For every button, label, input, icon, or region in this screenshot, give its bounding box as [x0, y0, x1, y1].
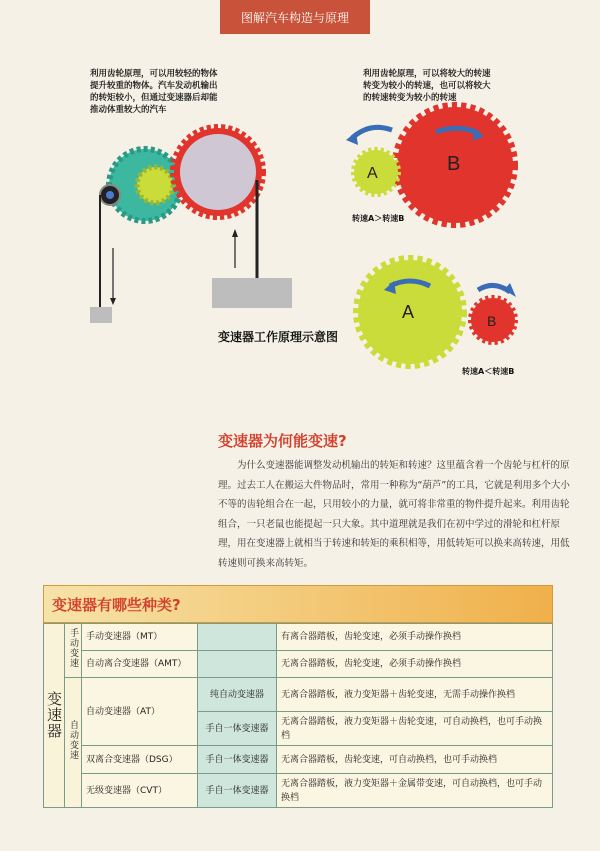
- right-caption-line: 利用齿轮原理，可以将较大的转速: [363, 69, 491, 79]
- group-auto-label: 自动变速: [68, 720, 78, 760]
- table-row: [44, 678, 553, 712]
- gear-b-label: B: [487, 313, 497, 329]
- yellow-gear-icon: [137, 167, 173, 203]
- type-cell: 自动离合变速器（AMT）: [82, 651, 198, 678]
- gear-b-label: B: [447, 153, 461, 175]
- table-title: 变速器有哪些种类?: [52, 596, 181, 614]
- group-auto-cell: [65, 678, 82, 808]
- desc-cell: 有离合器踏板，齿轮变速，必须手动操作换档: [277, 624, 553, 651]
- desc-cell: 无离合器踏板，液力变矩器＋金属带变速，可自动换档，也可手动换档: [277, 774, 553, 808]
- transmission-types-table: [43, 623, 553, 808]
- gear-pair-1: [346, 107, 513, 223]
- type-cell: 自动变速器（AT）: [82, 678, 198, 746]
- type-cell: 无级变速器（CVT）: [82, 774, 198, 808]
- gear-a-label: A: [402, 302, 415, 322]
- table-row: [44, 651, 553, 678]
- right-caption-line: 转变为较小的转速，也可以将较大: [363, 81, 491, 91]
- desc-cell: 无离合器踏板，齿轮变速，可自动换档，也可手动换档: [277, 746, 553, 774]
- type-cell: 手动变速器（MT）: [82, 624, 198, 651]
- light-weight-icon: [90, 307, 112, 323]
- pulley-center-icon: [106, 191, 114, 199]
- speed-label-1: 转速A＞转速B: [352, 214, 405, 223]
- left-caption-line: 的转矩较小，但通过变速器后却能: [90, 93, 218, 103]
- desc-cell: 无离合器踏板，液力变矩器＋齿轮变速，无需手动操作换档: [277, 678, 553, 712]
- gear-a-label: A: [367, 165, 378, 182]
- root-category-label: 变速器: [45, 690, 63, 739]
- left-caption-line: 利用齿轮原理，可以用较轻的物体: [90, 69, 218, 79]
- hoist-illustration: [90, 128, 292, 323]
- table-row: [44, 746, 553, 774]
- type-cell: 双离合变速器（DSG）: [82, 746, 198, 774]
- rotation-arrow-icon: [352, 127, 392, 138]
- section-paragraph: 为什么变速器能调整发动机输出的转矩和转速？这里蕴含着一个齿轮与杠杆的原理。过去工人在搬运大件物品时，常用一种称为“葫芦”的工具，它就是利用多个大小不等的齿轮组合在一起，只用较小的力量，就可将非常重的物件提升起来。利用齿轮组合，一只老鼠也能提起一只大象。其中道理就是我们在初中学过的滑轮和杠杆原理，用在变速器上就相当于转速和转矩的乘积相等，用低转矩可以换来高转速，用低转速则可换来高转矩。: [218, 460, 570, 569]
- left-caption-line: 推动体重较大的汽车: [90, 105, 167, 115]
- table-row: [44, 624, 553, 651]
- heavy-weight-icon: [212, 278, 292, 308]
- subtype-cell: 手自一体变速器: [198, 712, 277, 746]
- subtype-cell: 手自一体变速器: [198, 746, 277, 774]
- gear-hub-icon: [180, 134, 256, 210]
- subtype-cell: [198, 624, 277, 651]
- chapter-title: 图解汽车构造与原理: [240, 10, 349, 25]
- gear-pair-2: [358, 260, 516, 364]
- right-caption-line: 的转速转变为较小的转速: [363, 93, 457, 103]
- group-manual-label: 手动变速: [68, 628, 78, 668]
- subtype-cell: 纯自动变速器: [198, 678, 277, 712]
- subtype-cell: 手自一体变速器: [198, 774, 277, 808]
- subtype-cell: [198, 651, 277, 678]
- root-category-cell: [44, 624, 65, 808]
- table-title-banner: [43, 585, 553, 623]
- table-row: [44, 774, 553, 808]
- desc-cell: 无离合器踏板，液力变矩器＋齿轮变速，可自动换档，也可手动换档: [277, 712, 553, 746]
- group-manual-cell: [65, 624, 82, 678]
- left-caption-line: 提升较重的物体。汽车发动机输出: [90, 81, 218, 91]
- desc-cell: 无离合器踏板，齿轮变速，必须手动操作换档: [277, 651, 553, 678]
- speed-label-2: 转速A＜转速B: [462, 367, 515, 376]
- section-title: 变速器为何能变速?: [218, 432, 347, 450]
- figure-title: 变速器工作原理示意图: [218, 330, 339, 344]
